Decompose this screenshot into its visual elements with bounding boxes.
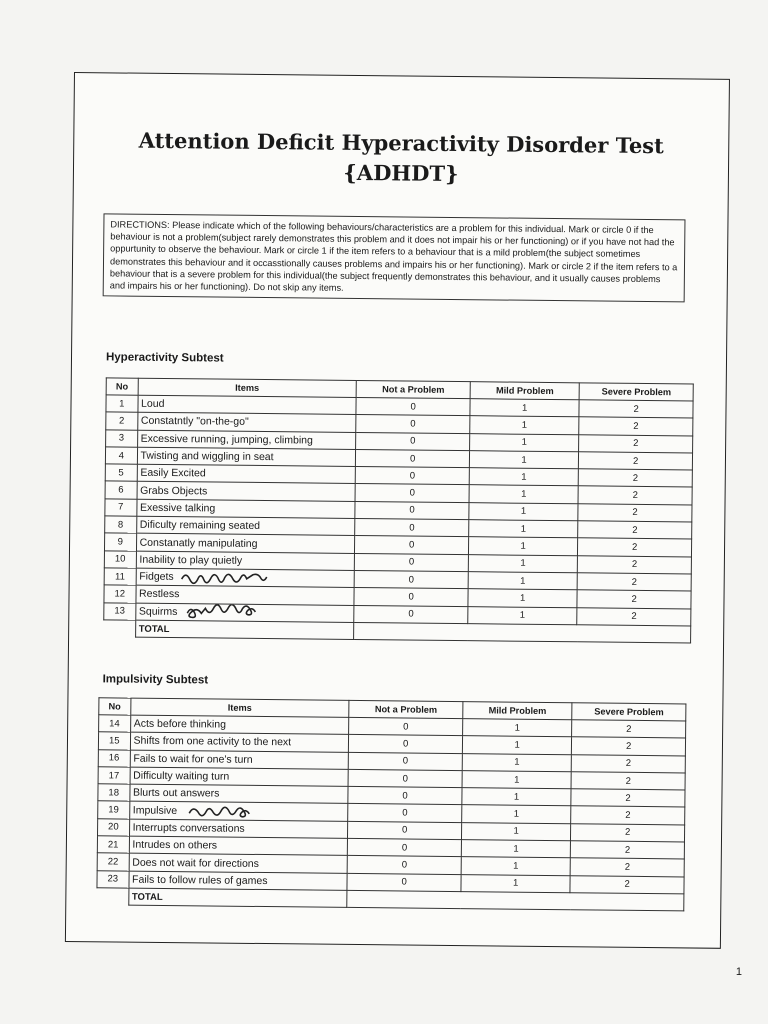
score-not-a-problem[interactable]: 0 [348, 838, 462, 856]
score-severe-problem[interactable]: 2 [579, 452, 693, 470]
score-not-a-problem[interactable]: 0 [349, 752, 463, 770]
score-not-a-problem[interactable]: 0 [349, 735, 463, 753]
score-severe-problem[interactable]: 2 [578, 555, 692, 573]
row-number: 4 [105, 447, 137, 465]
row-item-label: Easily Excited [140, 467, 206, 480]
header-no: No [99, 698, 131, 715]
row-number: 19 [98, 801, 130, 819]
score-not-a-problem[interactable]: 0 [349, 717, 463, 735]
score-not-a-problem[interactable]: 0 [348, 804, 462, 822]
score-mild-problem[interactable]: 1 [468, 537, 578, 555]
row-item-label: Fidgets [139, 570, 174, 583]
row-number: 7 [105, 499, 137, 517]
row-number: 21 [97, 836, 129, 854]
row-item [136, 568, 355, 588]
document-sheet [65, 72, 730, 949]
row-number: 12 [104, 585, 136, 603]
score-severe-problem[interactable]: 2 [571, 806, 685, 824]
score-mild-problem[interactable]: 1 [462, 770, 572, 788]
title-line-1: Attention Deficit Hyperactivity Disorder Test [138, 127, 664, 159]
score-mild-problem[interactable]: 1 [461, 822, 571, 840]
row-item-label: Fails to follow rules of games [132, 873, 268, 887]
row-number: 9 [104, 533, 136, 551]
row-item-label: Restless [139, 588, 180, 601]
score-mild-problem[interactable]: 1 [469, 468, 579, 486]
score-severe-problem[interactable]: 2 [578, 538, 692, 556]
row-number: 3 [106, 429, 138, 447]
header-no: No [106, 378, 138, 395]
score-severe-problem[interactable]: 2 [579, 417, 693, 435]
score-not-a-problem[interactable]: 0 [356, 467, 470, 485]
header-not-a-problem: Not a Problem [349, 700, 463, 718]
score-severe-problem[interactable]: 2 [577, 607, 691, 625]
directions-box: DIRECTIONS: Please indicate which of the following behaviours/characteristics are a problem for this individual. Mark or circle 0 if the behaviour is not a problem(subject rarely demonstrates this problem and it does not impair his or her functioning) or if you have not had the oppurtunity to observe the behaviour. Mark or circle 1 if the item refers to a behaviour that is a mild problem(the subject sometimes demonstrates this behaviour and it occasstionally causes problems and impairs his or her functioning). Mark or circle 2 if the item refers to a behaviour that is a severe problem for this individual(the subject frequently demonstrates this behaviour, and it usually causes problems and impairs his or her functioning). Do not skip any items. [103, 213, 686, 302]
row-item [135, 603, 354, 623]
score-not-a-problem[interactable]: 0 [347, 873, 461, 891]
header-severe-problem: Severe Problem [579, 383, 693, 401]
score-mild-problem[interactable]: 1 [468, 554, 578, 572]
score-not-a-problem[interactable]: 0 [354, 570, 468, 588]
row-number: 11 [104, 568, 136, 586]
row-item-label: Fails to wait for one's turn [133, 752, 253, 766]
handwritten-annotation [183, 803, 273, 820]
score-severe-problem[interactable]: 2 [577, 590, 691, 608]
row-item [136, 516, 355, 536]
score-not-a-problem[interactable]: 0 [356, 415, 470, 433]
score-severe-problem[interactable]: 2 [572, 720, 686, 738]
row-number: 2 [106, 412, 138, 430]
row-number: 8 [105, 516, 137, 534]
row-item-label: Inability to play quietly [139, 553, 243, 567]
score-mild-problem[interactable]: 1 [469, 520, 579, 538]
row-number: 16 [98, 749, 130, 767]
hyperactivity-table [103, 377, 694, 643]
score-not-a-problem[interactable]: 0 [348, 769, 462, 787]
score-not-a-problem[interactable]: 0 [356, 432, 470, 450]
row-item-label: Excessive running, jumping, climbing [140, 432, 313, 447]
row-number: 10 [104, 551, 136, 569]
score-not-a-problem[interactable]: 0 [355, 484, 469, 502]
row-number: 14 [99, 715, 131, 733]
score-mild-problem[interactable]: 1 [461, 840, 571, 858]
row-item-label: Squirms [138, 605, 178, 618]
score-severe-problem[interactable]: 2 [579, 434, 693, 452]
row-number: 13 [104, 602, 136, 620]
header-mild-problem: Mild Problem [470, 382, 580, 400]
score-not-a-problem[interactable]: 0 [356, 397, 470, 415]
header-items: Items [138, 378, 357, 397]
score-severe-problem[interactable]: 2 [570, 858, 684, 876]
row-item [136, 499, 355, 519]
row-item-label: Does not wait for directions [132, 856, 259, 870]
row-item-label: Acts before thinking [133, 717, 227, 731]
header-mild-problem: Mild Problem [463, 702, 573, 720]
header-not-a-problem: Not a Problem [356, 380, 470, 398]
score-mild-problem[interactable]: 1 [462, 788, 572, 806]
score-not-a-problem[interactable]: 0 [354, 588, 468, 606]
row-number: 22 [97, 853, 129, 871]
row-item [129, 871, 348, 891]
row-item-label: Constatntly "on-the-go" [140, 415, 249, 429]
row-item [136, 551, 355, 571]
row-number: 18 [98, 784, 130, 802]
header-items: Items [130, 698, 349, 717]
score-mild-problem[interactable]: 1 [469, 502, 579, 520]
score-mild-problem[interactable]: 1 [461, 857, 571, 875]
score-mild-problem[interactable]: 1 [461, 874, 571, 892]
score-not-a-problem[interactable]: 0 [354, 605, 468, 623]
row-item-label: Impulsive [132, 804, 178, 817]
score-severe-problem[interactable]: 2 [572, 737, 686, 755]
row-item-label: Twisting and wiggling in seat [140, 449, 274, 464]
total-label: TOTAL [128, 888, 347, 908]
score-not-a-problem[interactable]: 0 [356, 449, 470, 467]
row-item [135, 585, 354, 605]
score-mild-problem[interactable]: 1 [470, 399, 580, 417]
row-item-label: Dificulty remaining seated [139, 518, 261, 533]
score-mild-problem[interactable]: 1 [469, 485, 579, 503]
row-number: 1 [106, 395, 138, 413]
score-not-a-problem[interactable]: 0 [355, 519, 469, 537]
score-not-a-problem[interactable]: 0 [355, 553, 469, 571]
row-item-label: Interrupts conversations [132, 821, 245, 835]
document-title [74, 125, 729, 192]
row-number: 20 [98, 819, 130, 837]
score-not-a-problem[interactable]: 0 [355, 501, 469, 519]
handwritten-annotation [183, 604, 293, 621]
score-not-a-problem[interactable]: 0 [348, 787, 462, 805]
hyperactivity-subtest-title: Hyperactivity Subtest [105, 351, 224, 365]
score-not-a-problem[interactable]: 0 [347, 856, 461, 874]
score-mild-problem[interactable]: 1 [462, 736, 572, 754]
row-item [129, 802, 348, 822]
row-item-label: Exessive talking [139, 501, 216, 515]
handwritten-annotation [180, 569, 290, 586]
row-number: 5 [105, 464, 137, 482]
score-severe-problem[interactable]: 2 [579, 400, 693, 418]
score-mild-problem[interactable]: 1 [468, 589, 578, 607]
title-line-2: {ADHDT} [343, 159, 459, 187]
row-item-label: Intrudes on others [132, 838, 218, 852]
score-severe-problem[interactable]: 2 [578, 504, 692, 522]
page-number: 1 [735, 966, 742, 978]
row-item-label: Constanatly manipulating [139, 536, 258, 550]
total-value-cell[interactable] [347, 890, 684, 911]
impulsivity-subtest-title: Impulsivity Subtest [102, 673, 209, 687]
score-not-a-problem[interactable]: 0 [355, 536, 469, 554]
score-mild-problem[interactable]: 1 [468, 606, 578, 624]
score-severe-problem[interactable]: 2 [572, 754, 686, 772]
score-severe-problem[interactable]: 2 [578, 521, 692, 539]
row-item-label: Loud [141, 397, 165, 411]
score-severe-problem[interactable]: 2 [571, 772, 685, 790]
impulsivity-table [96, 697, 686, 911]
score-mild-problem[interactable]: 1 [470, 433, 580, 451]
score-mild-problem[interactable]: 1 [470, 416, 580, 434]
row-item-label: Blurts out answers [132, 786, 220, 800]
score-mild-problem[interactable]: 1 [462, 753, 572, 771]
score-severe-problem[interactable]: 2 [579, 469, 693, 487]
row-number: 17 [98, 767, 130, 785]
total-label: TOTAL [135, 620, 354, 640]
total-value-cell[interactable] [354, 622, 691, 643]
row-item [136, 534, 355, 554]
score-not-a-problem[interactable]: 0 [348, 821, 462, 839]
score-severe-problem[interactable]: 2 [578, 486, 692, 504]
score-severe-problem[interactable]: 2 [577, 573, 691, 591]
row-number: 23 [97, 870, 129, 888]
score-severe-problem[interactable]: 2 [571, 789, 685, 807]
row-item-label: Shifts from one activity to the next [133, 735, 292, 749]
row-item-label: Difficulty waiting turn [133, 769, 230, 783]
row-number: 6 [105, 481, 137, 499]
header-severe-problem: Severe Problem [572, 703, 686, 721]
score-mild-problem[interactable]: 1 [463, 719, 573, 737]
row-item-label: Grabs Objects [140, 484, 208, 498]
score-severe-problem[interactable]: 2 [571, 824, 685, 842]
score-mild-problem[interactable]: 1 [468, 572, 578, 590]
row-number: 15 [98, 732, 130, 750]
score-severe-problem[interactable]: 2 [570, 875, 684, 893]
score-mild-problem[interactable]: 1 [469, 451, 579, 469]
score-mild-problem[interactable]: 1 [462, 805, 572, 823]
score-severe-problem[interactable]: 2 [571, 841, 685, 859]
